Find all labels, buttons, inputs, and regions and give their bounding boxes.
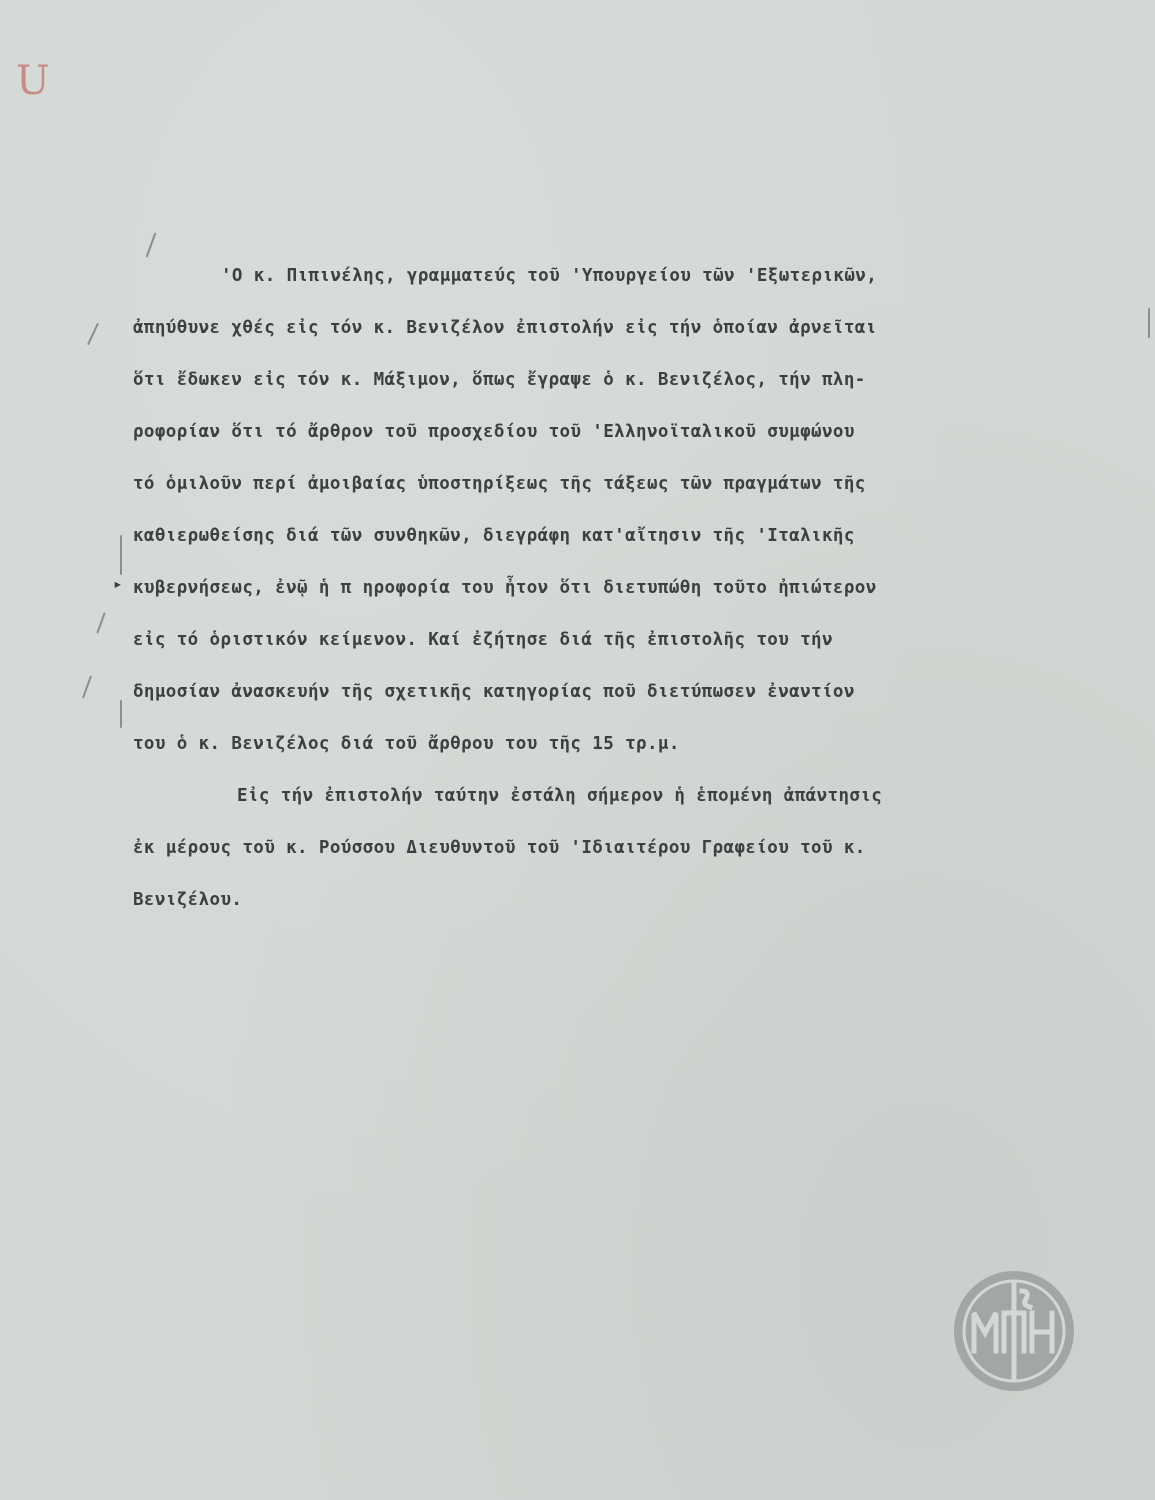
margin-tick (1148, 308, 1150, 338)
text-line: 'Ο κ. Πιπινέλης, γραμματεύς τοῦ 'Υπουργείου τῶν 'Εξωτερικῶν, (221, 266, 878, 286)
corner-mark: U (16, 58, 50, 104)
margin-tick (146, 232, 157, 257)
text-line: ἀπηύθυνε χθές εἰς τόν κ. Βενιζέλον ἐπιστολήν εἰς τήν ὁποίαν ἀρνεῖται (133, 318, 877, 338)
margin-tick (120, 535, 122, 575)
text-line: εἰς τό ὁριστικόν κείμενον. Καί ἐζήτησε διά τῆς ἐπιστολῆς του τήν (133, 630, 833, 650)
text-line: Βενιζέλου. (133, 890, 243, 910)
margin-arrow-mark: ▸ (113, 574, 123, 593)
margin-tick (96, 612, 105, 633)
archive-seal-icon (952, 1269, 1076, 1393)
text-line: τό ὁμιλοῦν περί ἀμοιβαίας ὑποστηρίξεως τῆς τάξεως τῶν πραγμάτων τῆς (133, 474, 866, 494)
text-line: καθιερωθείσης διά τῶν συνθηκῶν, διεγράφη κατ'αἴτησιν τῆς 'Ιταλικῆς (133, 526, 855, 546)
text-line: κυβερνήσεως, ἐνῷ ἡ π ηροφορία του ἦτον ὅτι διετυπώθη τοῦτο ἠπιώτερον (133, 578, 877, 598)
text-line: ροφορίαν ὅτι τό ἄρθρον τοῦ προσχεδίου τοῦ 'Ελληνοϊταλικοῦ συμφώνου (133, 422, 855, 442)
margin-tick (87, 323, 99, 346)
text-line: ἐκ μέρους τοῦ κ. Ρούσσου Διευθυντοῦ τοῦ 'Ιδιαιτέρου Γραφείου τοῦ κ. (133, 838, 866, 858)
text-line: δημοσίαν ἀνασκευήν τῆς σχετικῆς κατηγορίας ποῦ διετύπωσεν ἐναντίον (133, 682, 855, 702)
margin-tick (82, 675, 92, 698)
text-line: ὅτι ἔδωκεν εἰς τόν κ. Μάξιμον, ὅπως ἔγραψε ὁ κ. Βενιζέλος, τήν πλη- (133, 370, 866, 390)
letter-body (133, 262, 1093, 938)
text-line: του ὁ κ. Βενιζέλος διά τοῦ ἄρθρου του τῆς 15 τρ.μ. (133, 734, 680, 754)
text-line: Εἰς τήν ἐπιστολήν ταύτην ἐστάλη σήμερον ἡ ἑπομένη ἀπάντησις (237, 786, 883, 806)
margin-tick (120, 700, 122, 728)
